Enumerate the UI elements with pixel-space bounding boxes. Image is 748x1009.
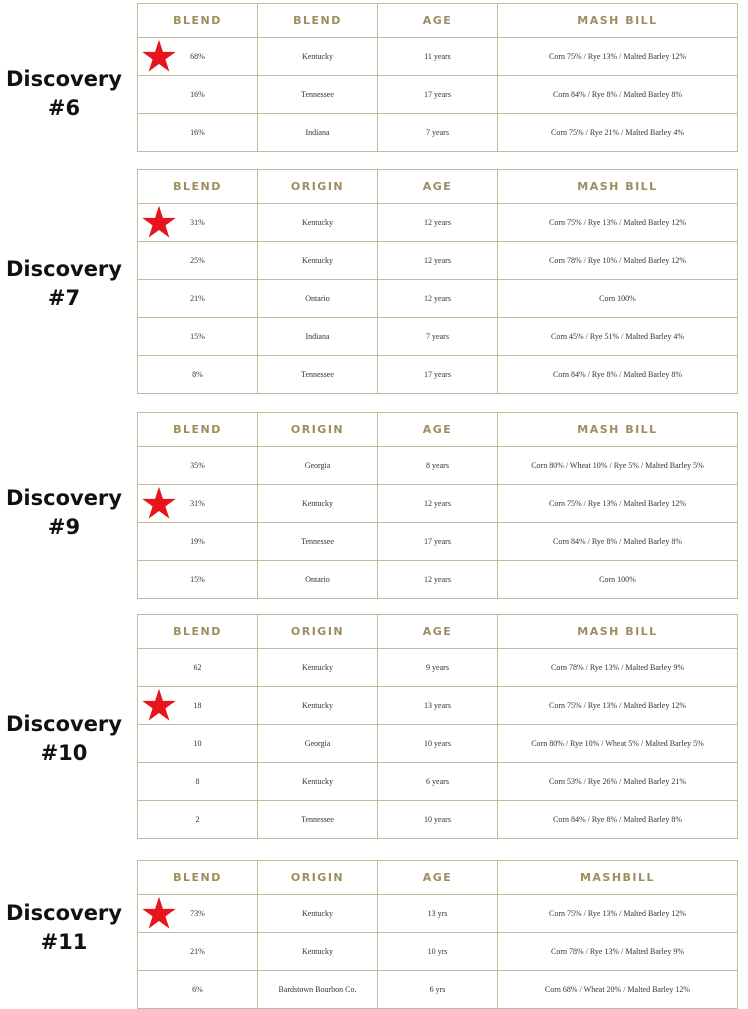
blend-header: BLEND [138, 4, 258, 38]
blend-value: 31% [190, 217, 205, 227]
age-header: AGE [378, 615, 498, 649]
table-row [138, 801, 738, 839]
origin-cell: Indiana [258, 114, 378, 152]
blend-cell [138, 523, 258, 561]
origin-cell: Kentucky [258, 38, 378, 76]
discovery-6-label [0, 65, 128, 123]
origin-header: ORIGIN [258, 861, 378, 895]
table-row [138, 649, 738, 687]
table-row [138, 114, 738, 152]
blend-value: 68% [190, 51, 205, 61]
age-cell: 13 yrs [378, 895, 498, 933]
age-cell: 11 years [378, 38, 498, 76]
blend-cell [138, 280, 258, 318]
mash-bill-header: MASH BILL [498, 413, 738, 447]
mash-bill-cell: Corn 75% / Rye 13% / Malted Barley 12% [498, 204, 738, 242]
blend-header: BLEND [138, 413, 258, 447]
blend-cell [138, 38, 258, 76]
age-cell: 6 years [378, 763, 498, 801]
origin-cell: Tennessee [258, 356, 378, 394]
label-line-1: Discovery [6, 257, 122, 281]
blend-cell [138, 649, 258, 687]
origin-cell: Kentucky [258, 895, 378, 933]
star-icon [140, 39, 178, 73]
star-icon [140, 205, 178, 239]
mash-bill-cell: Corn 100% [498, 280, 738, 318]
origin-cell: Kentucky [258, 204, 378, 242]
mash-bill-cell: Corn 75% / Rye 13% / Malted Barley 12% [498, 687, 738, 725]
table-row [138, 687, 738, 725]
table-row [138, 318, 738, 356]
origin-cell: Tennessee [258, 76, 378, 114]
age-cell: 6 yrs [378, 971, 498, 1009]
mash-bill-cell: Corn 84% / Rye 8% / Malted Barley 8% [498, 76, 738, 114]
mash-bill-cell: Corn 75% / Rye 13% / Malted Barley 12% [498, 485, 738, 523]
mash-bill-cell: Corn 68% / Wheat 20% / Malted Barley 12% [498, 971, 738, 1009]
blend-value: 8% [192, 369, 203, 379]
age-cell: 12 years [378, 204, 498, 242]
mash-bill-cell: Corn 78% / Rye 13% / Malted Barley 9% [498, 649, 738, 687]
origin-cell: Kentucky [258, 649, 378, 687]
origin-cell: Kentucky [258, 485, 378, 523]
mash-bill-cell: Corn 84% / Rye 8% / Malted Barley 8% [498, 801, 738, 839]
star-icon [140, 896, 178, 930]
blend-value: 15% [190, 331, 205, 341]
header-row [138, 4, 738, 38]
age-cell: 12 years [378, 280, 498, 318]
label-line-2: #6 [47, 96, 81, 120]
blend-cell [138, 933, 258, 971]
age-cell: 7 years [378, 114, 498, 152]
mash-bill-cell: Corn 75% / Rye 13% / Malted Barley 12% [498, 38, 738, 76]
origin-cell: Ontario [258, 280, 378, 318]
table-row [138, 895, 738, 933]
origin-cell: Indiana [258, 318, 378, 356]
blend-cell [138, 204, 258, 242]
origin-cell: Kentucky [258, 242, 378, 280]
origin-header: BLEND [258, 4, 378, 38]
age-header: AGE [378, 861, 498, 895]
origin-cell: Ontario [258, 561, 378, 599]
blend-header: BLEND [138, 615, 258, 649]
age-cell: 7 years [378, 318, 498, 356]
blend-value: 8 [195, 776, 200, 786]
age-cell: 10 yrs [378, 933, 498, 971]
mash-bill-header: MASHBILL [498, 861, 738, 895]
blend-cell [138, 447, 258, 485]
origin-cell: Bardstown Bourbon Co. [258, 971, 378, 1009]
table-row [138, 971, 738, 1009]
label-line-1: Discovery [6, 901, 122, 925]
mash-bill-cell: Corn 78% / Rye 13% / Malted Barley 9% [498, 933, 738, 971]
mash-bill-header: MASH BILL [498, 170, 738, 204]
table-row [138, 447, 738, 485]
discovery-7-label [0, 255, 128, 313]
blend-value: 18 [193, 700, 202, 710]
origin-header: ORIGIN [258, 615, 378, 649]
mash-bill-cell: Corn 80% / Rye 10% / Wheat 5% / Malted Barley 5% [498, 725, 738, 763]
mash-bill-cell: Corn 45% / Rye 51% / Malted Barley 4% [498, 318, 738, 356]
table-row [138, 242, 738, 280]
blend-cell [138, 971, 258, 1009]
discovery-9-table [137, 412, 738, 599]
age-header: AGE [378, 4, 498, 38]
header-row [138, 615, 738, 649]
blend-value: 2 [195, 814, 200, 824]
mash-bill-header: MASH BILL [498, 615, 738, 649]
origin-cell: Georgia [258, 447, 378, 485]
mash-bill-cell: Corn 84% / Rye 8% / Malted Barley 8% [498, 523, 738, 561]
table-row [138, 523, 738, 561]
label-line-2: #11 [40, 930, 88, 954]
blend-cell [138, 318, 258, 356]
header-row [138, 861, 738, 895]
origin-cell: Kentucky [258, 763, 378, 801]
origin-cell: Georgia [258, 725, 378, 763]
origin-header: ORIGIN [258, 170, 378, 204]
blend-cell [138, 763, 258, 801]
age-cell: 12 years [378, 485, 498, 523]
origin-cell: Kentucky [258, 933, 378, 971]
blend-value: 15% [190, 574, 205, 584]
blend-cell [138, 356, 258, 394]
mash-bill-cell: Corn 75% / Rye 13% / Malted Barley 12% [498, 895, 738, 933]
age-cell: 10 years [378, 801, 498, 839]
age-cell: 12 years [378, 242, 498, 280]
blend-value: 21% [190, 946, 205, 956]
label-line-1: Discovery [6, 486, 122, 510]
discovery-7-table [137, 169, 738, 394]
table-row [138, 280, 738, 318]
blend-cell [138, 725, 258, 763]
blend-cell [138, 561, 258, 599]
blend-header: BLEND [138, 170, 258, 204]
blend-value: 31% [190, 498, 205, 508]
blend-value: 6% [192, 984, 203, 994]
table-row [138, 38, 738, 76]
blend-header: BLEND [138, 861, 258, 895]
discovery-11-label [0, 899, 128, 957]
blend-value: 16% [190, 127, 205, 137]
discovery-11-table [137, 860, 738, 1009]
origin-cell: Tennessee [258, 801, 378, 839]
mash-bill-cell: Corn 78% / Rye 10% / Malted Barley 12% [498, 242, 738, 280]
table-row [138, 356, 738, 394]
age-cell: 12 years [378, 561, 498, 599]
mash-bill-cell: Corn 80% / Wheat 10% / Rye 5% / Malted Barley 5% [498, 447, 738, 485]
header-row [138, 413, 738, 447]
age-header: AGE [378, 413, 498, 447]
age-cell: 9 years [378, 649, 498, 687]
mash-bill-cell: Corn 75% / Rye 21% / Malted Barley 4% [498, 114, 738, 152]
table-row [138, 485, 738, 523]
blend-cell [138, 895, 258, 933]
blend-cell [138, 114, 258, 152]
table-row [138, 763, 738, 801]
mash-bill-cell: Corn 100% [498, 561, 738, 599]
label-line-2: #10 [40, 741, 88, 765]
mash-bill-cell: Corn 53% / Rye 26% / Malted Barley 21% [498, 763, 738, 801]
blend-value: 10 [193, 738, 202, 748]
age-cell: 13 years [378, 687, 498, 725]
label-line-2: #7 [47, 286, 81, 310]
table-row [138, 561, 738, 599]
blend-value: 25% [190, 255, 205, 265]
blend-value: 19% [190, 536, 205, 546]
discovery-9-label [0, 484, 128, 542]
star-icon [140, 486, 178, 520]
label-line-2: #9 [47, 515, 81, 539]
discovery-10-table [137, 614, 738, 839]
age-cell: 17 years [378, 76, 498, 114]
blend-cell [138, 801, 258, 839]
table-row [138, 725, 738, 763]
origin-cell: Tennessee [258, 523, 378, 561]
origin-header: ORIGIN [258, 413, 378, 447]
age-header: AGE [378, 170, 498, 204]
mash-bill-header: MASH BILL [498, 4, 738, 38]
label-line-1: Discovery [6, 67, 122, 91]
age-cell: 10 years [378, 725, 498, 763]
header-row [138, 170, 738, 204]
blend-cell [138, 687, 258, 725]
table-row [138, 76, 738, 114]
blend-value: 62 [193, 662, 202, 672]
blend-cell [138, 242, 258, 280]
discovery-10-label [0, 710, 128, 768]
table-row [138, 204, 738, 242]
star-icon [140, 688, 178, 722]
age-cell: 17 years [378, 356, 498, 394]
age-cell: 8 years [378, 447, 498, 485]
blend-value: 16% [190, 89, 205, 99]
blend-value: 21% [190, 293, 205, 303]
blend-cell [138, 76, 258, 114]
label-line-1: Discovery [6, 712, 122, 736]
table-row [138, 933, 738, 971]
discovery-6-table [137, 3, 738, 152]
blend-value: 73% [190, 908, 205, 918]
blend-cell [138, 485, 258, 523]
blend-value: 35% [190, 460, 205, 470]
age-cell: 17 years [378, 523, 498, 561]
mash-bill-cell: Corn 84% / Rye 8% / Malted Barley 8% [498, 356, 738, 394]
origin-cell: Kentucky [258, 687, 378, 725]
